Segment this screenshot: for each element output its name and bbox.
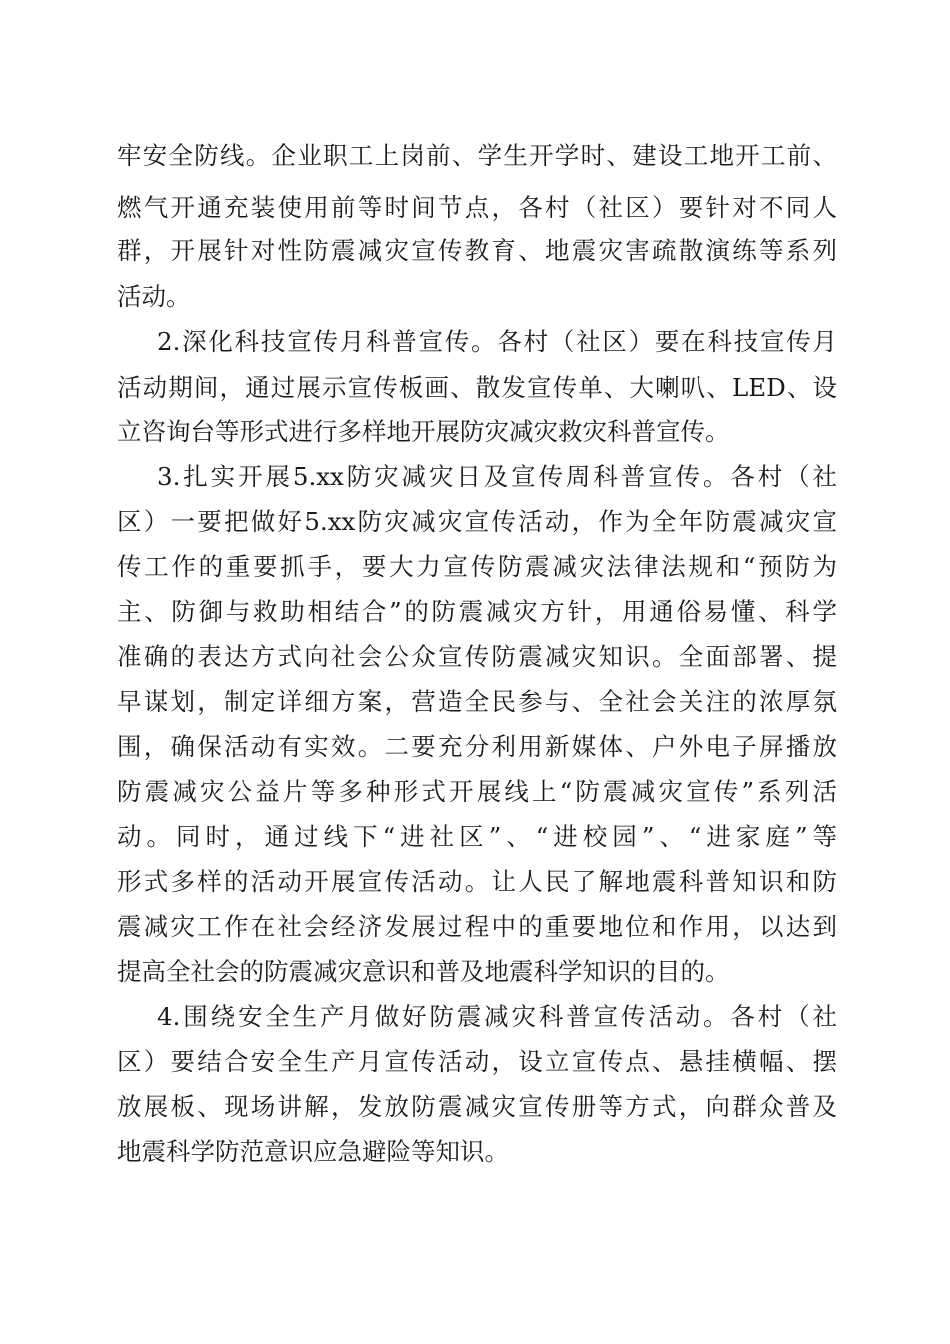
- text-line: 牢安全防线。企业职工上岗前、学生开学时、建设工地开工前、: [117, 141, 837, 170]
- text-line: 提高全社会的防震减灾意识和普及地震科学知识的目的。: [117, 957, 730, 986]
- text-line: 区）一要把做好5.xx防灾减灾宣传活动，作为全年防震减灾宣: [117, 507, 837, 536]
- text-line: 立咨询台等形式进行多样地开展防灾减灾救灾科普宣传。: [117, 417, 730, 446]
- text-line: 准确的表达方式向社会公众宣传防震减灾知识。全面部署、提: [117, 642, 837, 671]
- text-line: 主、防御与救助相结合”的防震减灾方针，用通俗易懂、科学: [117, 597, 837, 626]
- paragraph-4-start: 4.围绕安全生产月做好防震减灾科普宣传活动。各村（社: [157, 1002, 837, 1031]
- text-line: 早谋划，制定详细方案，营造全民参与、全社会关注的浓厚氛: [117, 687, 837, 716]
- text-line: 放展板、现场讲解，发放防震减灾宣传册等方式，向群众普及: [117, 1092, 837, 1121]
- text-line: 群，开展针对性防震减灾宣传教育、地震灾害疏散演练等系列: [117, 236, 837, 265]
- text-line: 防震减灾公益片等多种形式开展线上“防震减灾宣传”系列活: [117, 777, 837, 806]
- text-line: 传工作的重要抓手，要大力宣传防震减灾法律法规和“预防为: [117, 552, 837, 581]
- text-line: 地震科学防范意识应急避险等知识。: [117, 1137, 509, 1166]
- text-line: 燃气开通充装使用前等时间节点，各村（社区）要针对不同人: [117, 193, 837, 222]
- text-line: 震减灾工作在社会经济发展过程中的重要地位和作用，以达到: [117, 912, 837, 941]
- text-line: 区）要结合安全生产月宣传活动，设立宣传点、悬挂横幅、摆: [117, 1047, 837, 1076]
- paragraph-3-start: 3.扎实开展5.xx防灾减灾日及宣传周科普宣传。各村（社: [157, 462, 837, 491]
- text-line: 动。同时，通过线下“进社区”、“进校园”、“进家庭”等: [117, 822, 837, 851]
- paragraph-2-start: 2.深化科技宣传月科普宣传。各村（社区）要在科技宣传月: [157, 327, 837, 356]
- text-line: 形式多样的活动开展宣传活动。让人民了解地震科普知识和防: [117, 867, 837, 896]
- text-line: 围，确保活动有实效。二要充分利用新媒体、户外电子屏播放: [117, 732, 837, 761]
- text-line: 活动。: [117, 282, 191, 311]
- text-line: 活动期间，通过展示宣传板画、散发宣传单、大喇叭、LED、设: [117, 373, 837, 402]
